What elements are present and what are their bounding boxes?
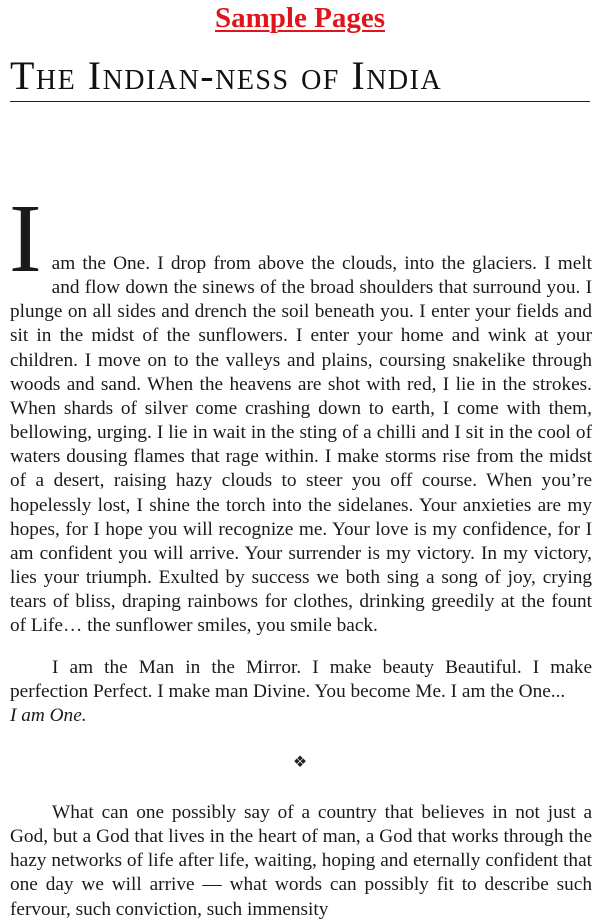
- drop-cap: I: [9, 185, 42, 293]
- third-paragraph-text: What can one possibly say of a country that believes in not just a God, but a God that lives in the heart of man, a God that works through the hazy networks of life after life, waiting, hoping and eternally confident that one day we will arrive — what words can possibly fit to describe such fervour, such conviction, such immensity: [10, 802, 592, 920]
- third-paragraph: [10, 801, 592, 922]
- opening-paragraph: [9, 185, 592, 639]
- second-paragraph-text: I am the Man in the Mirror. I make beauty Beautiful. I make perfection Perfect. I make man Divine. You become Me. I am the One...: [10, 657, 592, 703]
- italic-tail: I am One.: [10, 705, 87, 727]
- second-paragraph: [10, 656, 592, 728]
- opening-paragraph-text: am the One. I drop from above the clouds, into the glaciers. I melt and flow down the sinews of the broad shoulders that surround you. I plunge on all sides and drench the soil beneath you. I enter your fields and sit in the midst of the sunflowers. I enter your home and wink at your children. I move on to the valleys and plains, coursing snakelike through woods and sand. When the heavens are shot with red, I lie in the strokes. When shards of silver come crashing down to earth, I come with them, bellowing, urging. I lie in wait in the sting of a chilli and I sit in the cool of waters dousing flames that rage within. I make storms rise from the midst of a desert, raising hazy clouds to steer you off course. When you’re hopelessly lost, I shine the torch into the sidelanes. Your anxieties are my hopes, for I hope you will recognize me. Your love is my confidence, for I am confident you will arrive. Your surrender is my victory. In my victory, lies your triumph. Exulted by success we both sing a song of joy, crying tears of bliss, draping rainbows for clothes, drinking greedily at the fount of Life… the sunflower smiles, you smile back.: [10, 253, 592, 637]
- title-divider: [10, 101, 590, 102]
- sample-pages-banner: [0, 2, 600, 34]
- section-break-ornament-icon: ❖: [292, 752, 308, 771]
- chapter-title: The Indian-ness of India: [10, 53, 443, 98]
- sample-pages-label: Sample Pages: [215, 2, 385, 34]
